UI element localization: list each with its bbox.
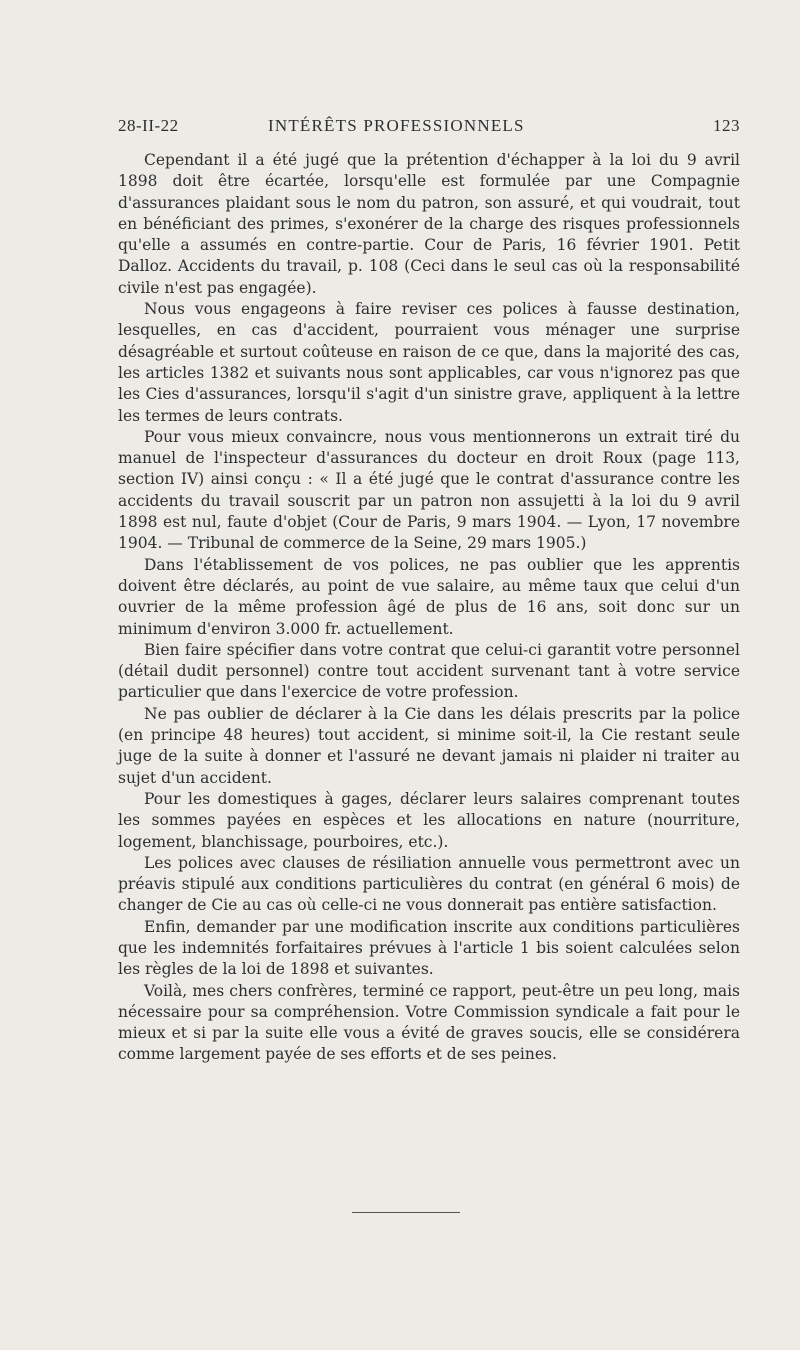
paragraph: Pour les domestiques à gages, déclarer leurs salaires comprenant toutes les sommes payées en espèces et les allocations en nature (nourriture, logement, blanchissage, pourboires, etc.).	[118, 789, 740, 851]
header-title: INTÉRÊTS PROFESSIONNELS	[268, 116, 525, 135]
running-header	[118, 116, 740, 140]
paragraph: Dans l'établissement de vos polices, ne pas oublier que les apprentis doivent être déclarés, au point de vue salaire, au même taux que celui d'un ouvrier de la même profession âgé de plus de 16 ans, soit donc sur un minimum d'environ 3.000 fr. actuellement.	[118, 555, 740, 638]
paragraph: Cependant il a été jugé que la prétention d'échapper à la loi du 9 avril 1898 doit être écartée, lorsqu'elle est formulée par une Compagnie d'assurances plaidant sous le nom du patron, son assuré, et qui voudrait, tout en bénéficiant des primes, s'exonérer de la charge des risques professionnels qu'elle a assumés en contre-partie. Cour de Paris, 16 février 1901. Petit Dalloz. Accidents du travail, p. 108 (Ceci dans le seul cas où la responsabilité civile n'est pas engagée).	[118, 151, 740, 297]
end-rule	[352, 1212, 460, 1213]
paragraph: Voilà, mes chers confrères, terminé ce rapport, peut-être un peu long, mais nécessaire pour sa compréhension. Votre Commission syndicale a fait pour le mieux et si par la suite elle vous a évité de graves soucis, elle se considérera comme largement payée de ses efforts et de ses peines.	[118, 981, 740, 1064]
page-body	[118, 150, 740, 1066]
paragraph: Pour vous mieux convaincre, nous vous mentionnerons un extrait tiré du manuel de l'inspecteur d'assurances du docteur en droit Roux (page 113, section IV) ainsi conçu : « Il a été jugé que le contrat d'assurance contre les accidents du travail souscrit par un patron non assujetti à la loi du 9 avril 1898 est nul, faute d'objet (Cour de Paris, 9 mars 1904. — Lyon, 17 novembre 1904. — Tribunal de commerce de la Seine, 29 mars 1905.)	[118, 427, 740, 553]
paragraph: Ne pas oublier de déclarer à la Cie dans les délais prescrits par la police (en principe 48 heures) tout accident, si minime soit-il, la Cie restant seule juge de la suite à donner et l'assuré ne devant jamais ni plaider ni traiter au sujet d'un accident.	[118, 704, 740, 787]
paragraph: Enfin, demander par une modification inscrite aux conditions particulières que les indemnités forfaitaires prévues à l'article 1 bis soient calculées selon les règles de la loi de 1898 et suivantes.	[118, 917, 740, 979]
paragraph: Nous vous engageons à faire reviser ces polices à fausse destination, lesquelles, en cas d'accident, pourraient vous ménager une surprise désagréable et surtout coûteuse en raison de ce que, dans la majorité des cas, les articles 1382 et suivants nous sont applicables, car vous n'ignorez pas que les Cies d'assurances, lorsqu'il s'agit d'un sinistre grave, appliquent à la lettre les termes de leurs contrats.	[118, 300, 740, 425]
paragraph: Bien faire spécifier dans votre contrat que celui-ci garantit votre personnel (détail dudit personnel) contre tout accident survenant tant à votre service particulier que dans l'exercice de votre profession.	[118, 640, 740, 702]
page-number: 123	[713, 116, 740, 135]
paragraph: Les polices avec clauses de résiliation annuelle vous permettront avec un préavis stipulé aux conditions particulières du contrat (en général 6 mois) de changer de Cie au cas où celle-ci ne vous donnerait pas entière satisfaction.	[118, 853, 740, 915]
header-date: 28-II-22	[118, 116, 179, 135]
